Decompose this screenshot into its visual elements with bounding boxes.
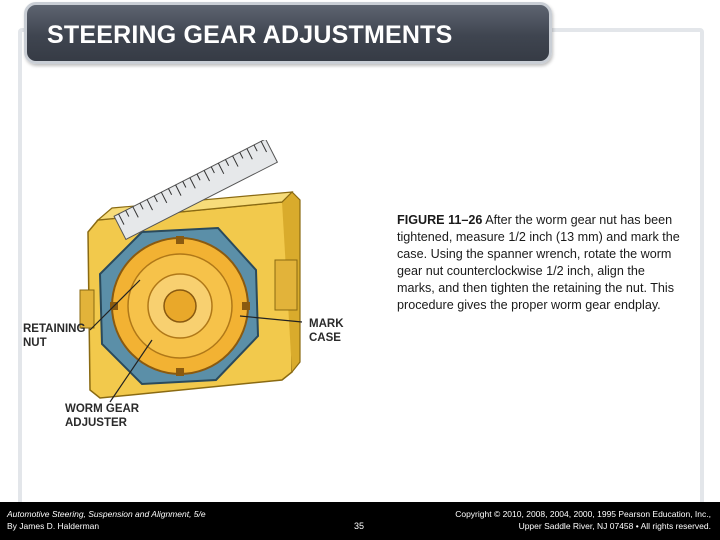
label-mark-case: MARK CASE <box>309 318 344 344</box>
footer-page-number: 35 <box>354 521 365 531</box>
footer-copyright-line1: Copyright © 2010, 2008, 2004, 2000, 1995 Pearson Education, Inc., <box>455 509 711 519</box>
footer-copyright <box>455 508 711 532</box>
caption-figure-number: FIGURE 11–26 <box>397 213 483 227</box>
footer-author: By James D. Halderman <box>7 521 100 531</box>
title-banner <box>24 2 552 64</box>
label-retaining-nut: RETAINING NUT <box>23 323 86 349</box>
steering-gear-illustration <box>20 140 320 410</box>
figure-caption <box>397 212 682 314</box>
label-worm-gear-adjuster: WORM GEAR ADJUSTER <box>65 403 140 429</box>
footer-book-info <box>7 508 206 532</box>
caption-text: After the worm gear nut has been tightened, measure 1/2 inch (13 mm) and mark the case. Using the spanner wrench, rotate the worm gear nut counterclockwise 1/2 inch, align the marks, and then tighten the retaining the nut. This procedure gives the proper worm gear endplay. <box>397 213 680 312</box>
footer-copyright-line2: Upper Saddle River, NJ 07458 • All rights reserved. <box>518 521 711 531</box>
footer-book-title: Automotive Steering, Suspension and Alignment, 5/e <box>7 509 206 519</box>
slide-title: STEERING GEAR ADJUSTMENTS <box>47 21 453 49</box>
footer-bar <box>0 502 720 540</box>
